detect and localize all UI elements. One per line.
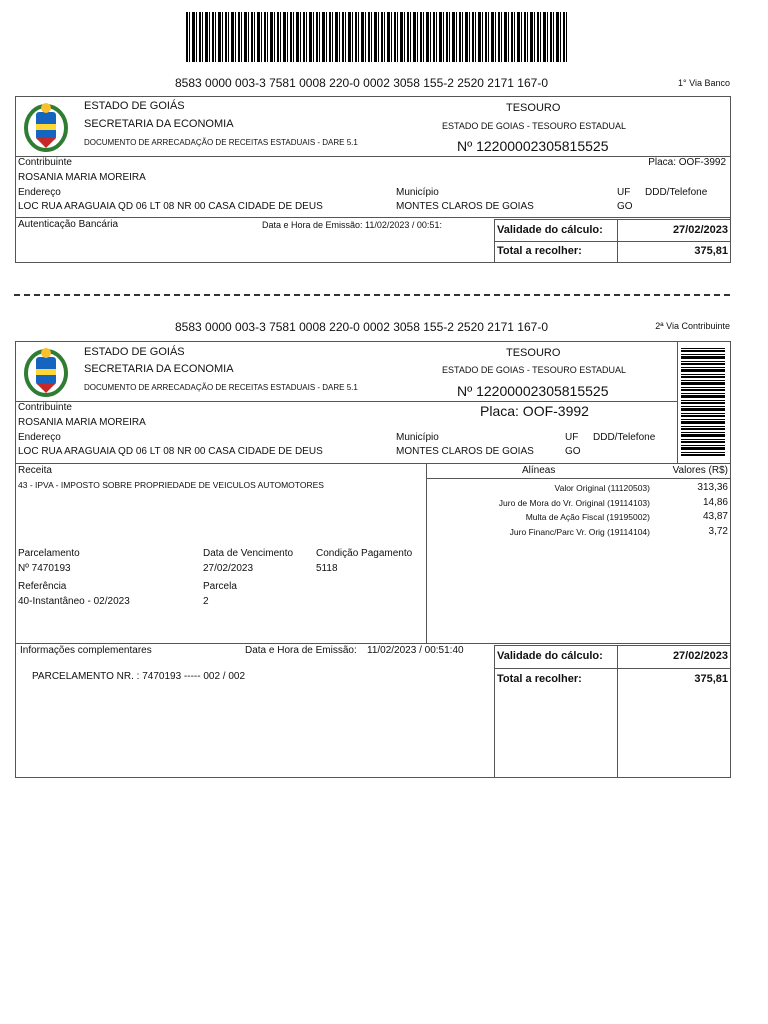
- contribuinte-label: Contribuinte: [18, 157, 72, 168]
- total-value: 375,81: [694, 245, 728, 257]
- linha-digitavel: 8583 0000 003-3 7581 0008 220-0 0002 3058 155-2 2520 2171 167-0: [175, 76, 549, 90]
- alinea-valor: 313,36: [697, 482, 728, 493]
- contribuinte-label: Contribuinte: [18, 402, 72, 413]
- total-label: Total a recolher:: [497, 673, 582, 685]
- endereco: LOC RUA ARAGUAIA QD 06 LT 08 NR 00 CASA CIDADE DE DEUS: [18, 201, 323, 212]
- receita-descricao: 43 - IPVA - IMPOSTO SOBRE PROPRIEDADE DE VEICULOS AUTOMOTORES: [18, 480, 324, 490]
- total-value: 375,81: [694, 673, 728, 685]
- condicao-valor: 5118: [316, 563, 338, 574]
- municipio-label: Município: [396, 432, 439, 443]
- parcela-label: Parcela: [203, 581, 237, 592]
- alinea-desc: Multa de Ação Fiscal (19195002): [525, 512, 650, 522]
- linha-digitavel: 8583 0000 003-3 7581 0008 220-0 0002 3058 155-2 2520 2171 167-0: [175, 320, 549, 334]
- numero-documento: Nº 12200002305815525: [457, 138, 609, 154]
- parcelamento-label: Parcelamento: [18, 548, 80, 559]
- tesouro: TESOURO: [506, 102, 561, 114]
- informacoes-texto: PARCELAMENTO NR. : 7470193 ----- 002 / 002: [32, 671, 246, 682]
- goias-coat-of-arms-icon: [18, 98, 74, 154]
- numero-documento: Nº 12200002305815525: [457, 383, 609, 399]
- endereco-label: Endereço: [18, 187, 61, 198]
- placa: Placa: OOF-3992: [480, 403, 589, 419]
- valores-label: Valores (R$): [672, 465, 728, 476]
- tesouro-sub: ESTADO DE GOIAS - TESOURO ESTADUAL: [442, 121, 627, 131]
- alinea-valor: 14,86: [702, 497, 728, 508]
- parcela-valor: 2: [203, 596, 209, 607]
- goias-coat-of-arms-icon: [18, 343, 74, 399]
- orgao-documento: DOCUMENTO DE ARRECADAÇÃO DE RECEITAS ESTADUAIS - DARE 5.1: [84, 138, 358, 147]
- orgao-secretaria: SECRETARIA DA ECONOMIA: [84, 363, 234, 375]
- validade-value: 27/02/2023: [672, 650, 728, 662]
- cut-line: [14, 294, 730, 296]
- condicao-label: Condição Pagamento: [316, 548, 413, 559]
- emissao-label: Data e Hora de Emissão:: [245, 645, 357, 656]
- orgao-estado: ESTADO DE GOIÁS: [84, 346, 185, 358]
- total-label: Total a recolher:: [497, 245, 582, 257]
- municipio-label: Município: [396, 187, 439, 198]
- parcelamento-valor: Nº 7470193: [18, 563, 71, 574]
- via2-box: [15, 341, 731, 778]
- uf-label: UF: [617, 187, 631, 198]
- alinea-desc: Juro Financ/Parc Vr. Orig (19114104): [509, 527, 650, 537]
- uf-label: UF: [565, 432, 579, 443]
- alinea-desc: Valor Original (11120503): [554, 483, 650, 493]
- vencimento-valor: 27/02/2023: [203, 563, 254, 574]
- emissao: Data e Hora de Emissão: 11/02/2023 / 00:51:: [262, 220, 442, 230]
- referencia-label: Referência: [18, 581, 67, 592]
- endereco-label: Endereço: [18, 432, 61, 443]
- barcode-icon: [186, 12, 568, 62]
- uf: GO: [617, 201, 633, 212]
- placa: Placa: OOF-3992: [648, 157, 726, 168]
- validade-label: Validade do cálculo:: [497, 224, 603, 236]
- tesouro: TESOURO: [506, 347, 561, 359]
- orgao-secretaria: SECRETARIA DA ECONOMIA: [84, 118, 234, 130]
- via-label: 2ª Via Contribuinte: [655, 321, 730, 331]
- via-label: 1° Via Banco: [678, 78, 730, 88]
- autenticacao-label: Autenticação Bancária: [18, 219, 119, 230]
- municipio: MONTES CLAROS DE GOIAS: [396, 201, 534, 212]
- emissao-valor: 11/02/2023 / 00:51:40: [367, 645, 464, 656]
- contribuinte-nome: ROSANIA MARIA MOREIRA: [18, 172, 146, 183]
- municipio: MONTES CLAROS DE GOIAS: [396, 446, 534, 457]
- alinea-valor: 3,72: [708, 526, 728, 537]
- ddd-label: DDD/Telefone: [593, 432, 656, 443]
- orgao-documento: DOCUMENTO DE ARRECADAÇÃO DE RECEITAS ESTADUAIS - DARE 5.1: [84, 383, 358, 392]
- barcode-icon: [681, 348, 725, 456]
- ddd-label: DDD/Telefone: [645, 187, 708, 198]
- alinea-desc: Juro de Mora do Vr. Original (19114103): [498, 498, 650, 508]
- tesouro-sub: ESTADO DE GOIAS - TESOURO ESTADUAL: [442, 365, 627, 375]
- endereco: LOC RUA ARAGUAIA QD 06 LT 08 NR 00 CASA CIDADE DE DEUS: [18, 446, 323, 457]
- uf: GO: [565, 446, 581, 457]
- alinea-valor: 43,87: [702, 511, 728, 522]
- informacoes-label: Informações complementares: [20, 645, 152, 656]
- contribuinte-nome: ROSANIA MARIA MOREIRA: [18, 417, 146, 428]
- validade-value: 27/02/2023: [672, 224, 728, 236]
- orgao-estado: ESTADO DE GOIÁS: [84, 100, 185, 112]
- validade-label: Validade do cálculo:: [497, 650, 603, 662]
- referencia-valor: 40-Instantâneo - 02/2023: [18, 596, 130, 607]
- alineas-label: Alíneas: [522, 465, 556, 476]
- receita-label: Receita: [18, 465, 52, 476]
- vencimento-label: Data de Vencimento: [203, 548, 294, 559]
